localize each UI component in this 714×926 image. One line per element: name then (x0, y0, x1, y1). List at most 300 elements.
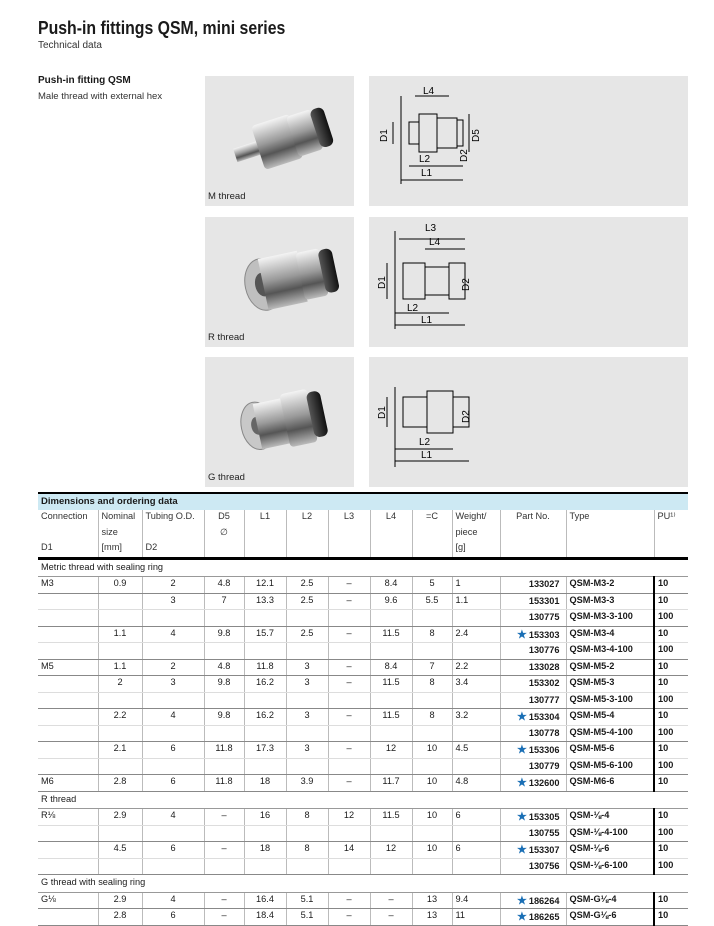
part-number-cell (500, 676, 566, 693)
table-cell (204, 692, 244, 709)
table-cell (370, 758, 412, 775)
type-cell: QSM-M3-4-100 (566, 643, 654, 660)
dim-label: L4 (423, 86, 435, 97)
table-cell: 4 (142, 709, 204, 726)
dimension-drawing-r (369, 217, 688, 347)
pu-cell: 10 (654, 676, 688, 693)
table-cell: 5.5 (412, 593, 452, 610)
table-cell: 9.8 (204, 709, 244, 726)
table-cell: 2.2 (98, 709, 142, 726)
table-cell (204, 643, 244, 660)
type-cell: QSM-M3-3-100 (566, 610, 654, 627)
table-row (38, 742, 688, 759)
col-weight: Weight/ (452, 510, 500, 526)
part-number-cell (500, 659, 566, 676)
star-icon: ★ (516, 844, 527, 856)
table-cell (412, 858, 452, 875)
table-cell: M5 (38, 659, 98, 676)
table-cell: 6 (142, 909, 204, 926)
type-cell: QSM-M5-4-100 (566, 725, 654, 742)
table-cell: 3 (142, 676, 204, 693)
table-cell: 1 (452, 577, 500, 594)
type-cell: QSM-⅛-4 (566, 809, 654, 826)
table-cell (204, 758, 244, 775)
dim-label: D1 (379, 129, 390, 142)
table-cell (142, 825, 204, 842)
table-cell (38, 643, 98, 660)
table-cell (38, 692, 98, 709)
dimensions-table (38, 492, 688, 926)
table-cell (286, 758, 328, 775)
table-row (38, 626, 688, 643)
col-d2: D2 (142, 541, 204, 558)
dim-label: L2 (407, 303, 419, 314)
col-l1: L1 (244, 510, 286, 526)
pu-cell: 100 (654, 692, 688, 709)
table-cell (452, 610, 500, 627)
part-number-cell (500, 842, 566, 859)
table-cell: 2.8 (98, 909, 142, 926)
table-cell (328, 758, 370, 775)
table-cell (98, 858, 142, 875)
variant-caption: M thread (208, 191, 246, 202)
part-number: 132600 (528, 778, 560, 788)
type-cell: QSM-M6-6 (566, 775, 654, 792)
part-number-cell (500, 626, 566, 643)
type-cell: QSM-M3-3 (566, 593, 654, 610)
type-cell: QSM-G⅛-6 (566, 909, 654, 926)
table-cell: 2.2 (452, 659, 500, 676)
table-cell: – (204, 892, 244, 909)
col-tubing: Tubing O.D. (142, 510, 204, 526)
dim-label: D2 (459, 149, 470, 162)
part-number: 153301 (528, 595, 560, 606)
type-cell: QSM-⅛-4-100 (566, 825, 654, 842)
table-cell (412, 692, 452, 709)
pu-cell: 100 (654, 643, 688, 660)
table-cell: – (328, 709, 370, 726)
table-cell (412, 825, 452, 842)
table-cell: 2.8 (98, 775, 142, 792)
dimension-drawing-g (369, 357, 688, 487)
table-cell: 9.6 (370, 593, 412, 610)
part-number-cell (500, 825, 566, 842)
pu-cell: 10 (654, 909, 688, 926)
pu-cell: 100 (654, 758, 688, 775)
table-cell: 3.9 (286, 775, 328, 792)
part-number-cell (500, 742, 566, 759)
table-group-header (38, 791, 688, 809)
type-cell: QSM-G⅛-4 (566, 892, 654, 909)
table-cell (286, 610, 328, 627)
table-cell: – (328, 676, 370, 693)
part-number: 130778 (528, 727, 560, 738)
pu-cell: 10 (654, 577, 688, 594)
table-row (38, 709, 688, 726)
table-cell (98, 825, 142, 842)
table-cell: 5.1 (286, 909, 328, 926)
table-cell (38, 858, 98, 875)
table-cell: 9.4 (452, 892, 500, 909)
table-cell: 7 (412, 659, 452, 676)
table-cell (412, 758, 452, 775)
table-cell (370, 825, 412, 842)
table-cell: 3 (142, 593, 204, 610)
table-row (38, 825, 688, 842)
table-cell: – (328, 909, 370, 926)
table-cell: 2.5 (286, 626, 328, 643)
product-subtitle: Male thread with external hex (38, 91, 163, 102)
table-cell: 2.9 (98, 892, 142, 909)
table-cell (244, 610, 286, 627)
table-cell (38, 742, 98, 759)
table-cell: 11.8 (204, 742, 244, 759)
table-cell: 2.9 (98, 809, 142, 826)
table-cell: 3.4 (452, 676, 500, 693)
type-cell: QSM-⅛-6 (566, 842, 654, 859)
part-number-cell (500, 692, 566, 709)
photo-m-thread (205, 76, 354, 206)
table-cell: – (328, 659, 370, 676)
part-number-cell (500, 725, 566, 742)
part-number: 153303 (528, 629, 560, 640)
table-cell: 11 (452, 909, 500, 926)
dim-label: D1 (377, 406, 388, 419)
dim-label: D1 (377, 276, 388, 289)
table-cell: 2 (142, 659, 204, 676)
table-cell (244, 858, 286, 875)
pu-cell: 10 (654, 742, 688, 759)
table-cell: – (204, 909, 244, 926)
table-cell (244, 825, 286, 842)
table-cell (328, 643, 370, 660)
table-cell: 4.5 (452, 742, 500, 759)
table-cell (38, 842, 98, 859)
table-cell: 8 (412, 676, 452, 693)
table-cell: 18.4 (244, 909, 286, 926)
table-cell: 9.8 (204, 626, 244, 643)
table-cell: 4 (142, 809, 204, 826)
table-cell (98, 593, 142, 610)
table-cell (98, 610, 142, 627)
table-cell (328, 825, 370, 842)
table-cell (452, 825, 500, 842)
table-cell (204, 725, 244, 742)
table-row (38, 725, 688, 742)
table-cell (370, 610, 412, 627)
table-cell (142, 643, 204, 660)
table-cell: 3.2 (452, 709, 500, 726)
star-icon: ★ (516, 711, 527, 723)
table-cell: 13.3 (244, 593, 286, 610)
col-d5: D5 (204, 510, 244, 526)
part-number-cell (500, 643, 566, 660)
table-row (38, 775, 688, 792)
pu-cell: 10 (654, 809, 688, 826)
table-cell: 4.5 (98, 842, 142, 859)
table-cell (38, 725, 98, 742)
part-number: 130775 (528, 612, 560, 622)
col-l3: L3 (328, 510, 370, 526)
table-cell: 8 (412, 709, 452, 726)
table-cell (98, 692, 142, 709)
dim-label: D2 (461, 410, 472, 423)
table-cell (370, 643, 412, 660)
pu-cell: 100 (654, 725, 688, 742)
table-cell (204, 610, 244, 627)
table-cell: – (370, 909, 412, 926)
table-cell (142, 692, 204, 709)
col-type: Type (566, 510, 654, 526)
table-cell (38, 610, 98, 627)
table-cell (412, 725, 452, 742)
table-cell: 1.1 (98, 626, 142, 643)
table-cell (328, 725, 370, 742)
table-cell (244, 692, 286, 709)
type-cell: QSM-M3-4 (566, 626, 654, 643)
table-cell: 7 (204, 593, 244, 610)
table-cell (38, 676, 98, 693)
table-row (38, 593, 688, 610)
star-icon: ★ (516, 894, 527, 907)
col-l2: L2 (286, 510, 328, 526)
table-group-header (38, 875, 688, 893)
table-cell: – (204, 842, 244, 859)
type-cell: QSM-M5-3 (566, 676, 654, 693)
table-cell (286, 825, 328, 842)
group-label: G thread with sealing ring (38, 875, 688, 893)
dim-label: D2 (461, 278, 472, 291)
table-cell: 8.4 (370, 577, 412, 594)
table-cell: 12 (328, 809, 370, 826)
part-number: 130755 (528, 827, 560, 838)
table-cell: 4.8 (204, 577, 244, 594)
page-subtitle: Technical data (38, 40, 102, 51)
table-cell (452, 692, 500, 709)
table-cell: 1.1 (452, 593, 500, 610)
type-cell: QSM-M5-6-100 (566, 758, 654, 775)
table-cell: R⅛ (38, 809, 98, 826)
table-cell: 2.4 (452, 626, 500, 643)
table-cell: 10 (412, 842, 452, 859)
part-number: 130756 (528, 860, 560, 871)
part-number-cell (500, 577, 566, 594)
table-cell: 11.5 (370, 676, 412, 693)
table-cell (328, 610, 370, 627)
col-connection: Connection (41, 511, 88, 521)
table-cell: 10 (412, 809, 452, 826)
pu-cell: 10 (654, 892, 688, 909)
part-number: 153306 (528, 745, 560, 755)
table-cell: 10 (412, 742, 452, 759)
table-cell (328, 692, 370, 709)
table-cell: 11.8 (204, 775, 244, 792)
table-row (38, 809, 688, 826)
type-cell: QSM-M5-3-100 (566, 692, 654, 709)
table-cell: 13 (412, 892, 452, 909)
table-cell: 2.1 (98, 742, 142, 759)
part-number: 186265 (528, 912, 560, 922)
table-cell (98, 758, 142, 775)
pu-cell: 10 (654, 593, 688, 610)
pu-cell: 10 (654, 775, 688, 792)
table-cell: – (204, 809, 244, 826)
table-cell: 11.8 (244, 659, 286, 676)
table-cell: 5.1 (286, 892, 328, 909)
star-icon: ★ (516, 911, 527, 923)
pu-cell: 10 (654, 626, 688, 643)
table-row (38, 758, 688, 775)
table-cell: 2.5 (286, 593, 328, 610)
table-cell (452, 643, 500, 660)
table-cell: 18 (244, 775, 286, 792)
type-cell: QSM-M5-4 (566, 709, 654, 726)
part-number: 130777 (528, 694, 560, 705)
table-row (38, 909, 688, 926)
table-cell: 0.9 (98, 577, 142, 594)
star-icon: ★ (516, 811, 527, 823)
table-cell (142, 725, 204, 742)
type-cell: QSM-M5-2 (566, 659, 654, 676)
table-cell: – (328, 577, 370, 594)
table-cell: 6 (142, 842, 204, 859)
table-row (38, 858, 688, 875)
table-cell: 4.8 (204, 659, 244, 676)
part-number-cell (500, 858, 566, 875)
table-cell: 8 (412, 626, 452, 643)
table-cell (244, 643, 286, 660)
col-nominal: Nominal (98, 510, 142, 526)
dim-label: L1 (421, 450, 433, 461)
table-cell: G⅛ (38, 892, 98, 909)
col-pu: PU¹⁾ (654, 510, 688, 526)
table-row (38, 676, 688, 693)
table-cell: 6 (452, 842, 500, 859)
table-cell (286, 643, 328, 660)
table-row (38, 692, 688, 709)
table-cell: 8.4 (370, 659, 412, 676)
table-cell: 11.5 (370, 709, 412, 726)
table-cell (38, 709, 98, 726)
table-cell: – (370, 892, 412, 909)
dimensions-table-wrapper (38, 492, 688, 926)
part-number-cell (500, 775, 566, 792)
part-number-cell (500, 593, 566, 610)
table-cell (452, 758, 500, 775)
col-mm: [mm] (98, 541, 142, 558)
part-number: 130776 (528, 645, 560, 655)
table-cell (204, 858, 244, 875)
group-label: R thread (38, 791, 688, 809)
table-cell: 6 (142, 742, 204, 759)
type-cell: QSM-M3-2 (566, 577, 654, 594)
dim-label: L2 (419, 437, 431, 448)
star-icon: ★ (516, 744, 527, 756)
col-g: [g] (452, 541, 500, 558)
table-title: Dimensions and ordering data (38, 493, 688, 510)
table-cell (142, 758, 204, 775)
table-cell (98, 643, 142, 660)
table-cell: 8 (286, 842, 328, 859)
table-cell: – (328, 892, 370, 909)
table-cell: 11.5 (370, 626, 412, 643)
table-cell: – (328, 775, 370, 792)
table-cell (38, 909, 98, 926)
table-cell (142, 610, 204, 627)
table-cell: 1.1 (98, 659, 142, 676)
table-row (38, 643, 688, 660)
table-row (38, 892, 688, 909)
table-cell (98, 725, 142, 742)
dim-label: D5 (471, 129, 482, 142)
part-number: 153304 (528, 712, 560, 722)
dimension-drawing-m (369, 76, 688, 206)
table-cell: 4 (142, 626, 204, 643)
page-title: Push-in fittings QSM, mini series (38, 18, 286, 38)
table-cell: 16.2 (244, 676, 286, 693)
pu-cell: 10 (654, 709, 688, 726)
table-cell: 16 (244, 809, 286, 826)
table-cell: 6 (452, 809, 500, 826)
table-cell: 16.4 (244, 892, 286, 909)
part-number: 186264 (528, 895, 560, 906)
part-number-cell (500, 610, 566, 627)
part-number: 133028 (528, 661, 560, 672)
table-cell (38, 758, 98, 775)
table-cell: – (328, 742, 370, 759)
dim-label: L1 (421, 315, 433, 326)
table-cell (286, 858, 328, 875)
table-cell: 12 (370, 742, 412, 759)
table-cell: 6 (142, 775, 204, 792)
drawing-r-thread (369, 217, 688, 347)
col-piece: piece (452, 526, 500, 542)
table-cell: 15.7 (244, 626, 286, 643)
table-cell (370, 725, 412, 742)
table-cell (244, 725, 286, 742)
table-cell: 2 (98, 676, 142, 693)
dim-label: L3 (425, 223, 437, 234)
col-d1: D1 (38, 541, 98, 558)
table-cell: M3 (38, 577, 98, 594)
photo-g-thread (205, 357, 354, 487)
table-cell (38, 593, 98, 610)
col-hex: =C (412, 510, 452, 526)
variant-caption: R thread (208, 332, 245, 343)
part-number-cell (500, 809, 566, 826)
table-cell (452, 858, 500, 875)
col-diam: ∅ (204, 526, 244, 542)
table-cell: 16.2 (244, 709, 286, 726)
part-number: 153305 (528, 812, 560, 822)
table-cell: M6 (38, 775, 98, 792)
part-number-cell (500, 758, 566, 775)
col-size: size (98, 526, 142, 542)
table-cell: 9.8 (204, 676, 244, 693)
type-cell: QSM-M5-6 (566, 742, 654, 759)
table-cell (452, 725, 500, 742)
dim-label: L4 (429, 237, 441, 248)
pu-cell: 10 (654, 659, 688, 676)
part-number: 133027 (528, 579, 560, 589)
table-cell (244, 758, 286, 775)
table-cell: 11.5 (370, 809, 412, 826)
drawing-g-thread (369, 357, 688, 487)
table-cell: 4.8 (452, 775, 500, 792)
part-number-cell (500, 909, 566, 926)
table-cell (204, 825, 244, 842)
variant-caption: G thread (208, 472, 245, 483)
